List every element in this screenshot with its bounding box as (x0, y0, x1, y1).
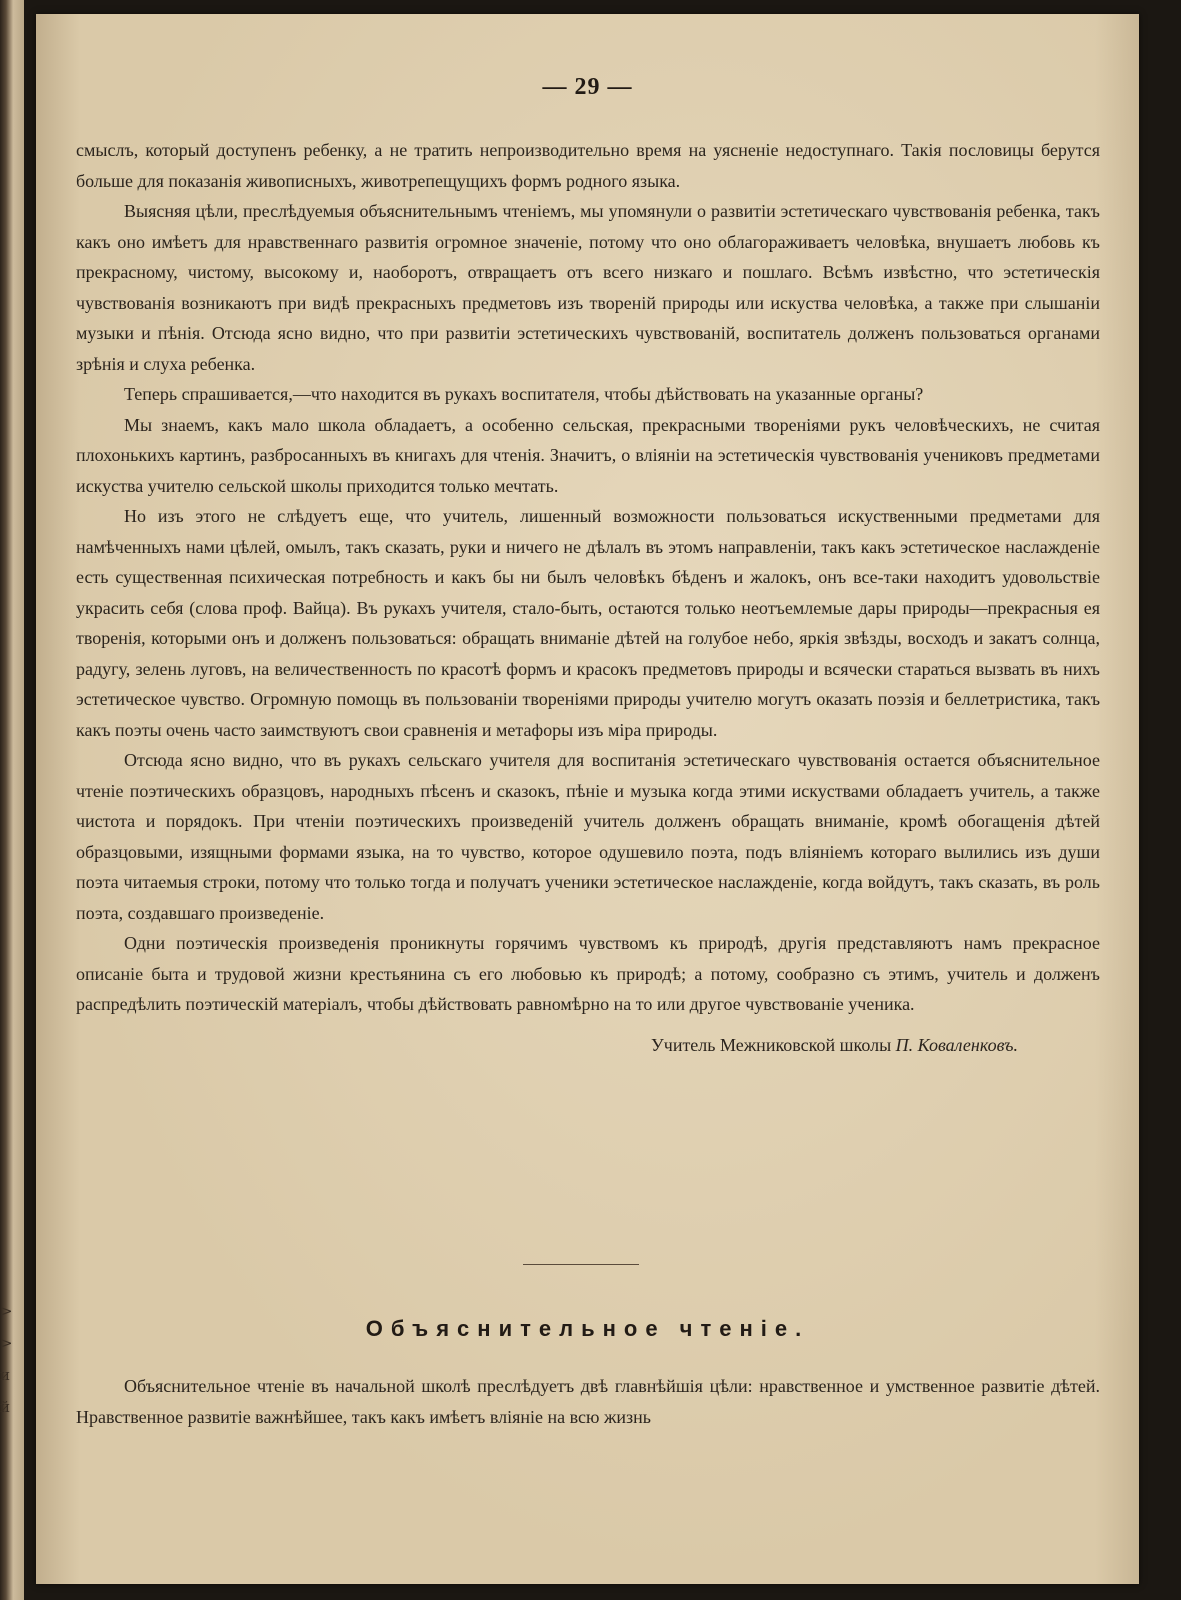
article-body (76, 135, 1100, 1060)
paragraph: смыслъ, который доступенъ ребенку, а не тратить непроизводительно время на уясненіе недоступнаго. Такія пословицы берутся больше для показанія живописныхъ, животрепещущихъ формъ родного языка. (76, 140, 1100, 191)
section-divider (523, 1264, 639, 1265)
adjacent-page-mark: й (0, 1398, 10, 1416)
section-title: Объяснительное чтеніе. (365, 1316, 810, 1341)
signature-name: П. Коваленковъ. (895, 1034, 1018, 1055)
paragraph: Выясняя цѣли, преслѣдуемыя объяснительнымъ чтеніемъ, мы упомянули о развитіи эстетическаго чувствованія ребенка, такъ какъ оно имѣетъ для нравственнаго развитія огромное значеніе, потому что оно облагораживаетъ человѣка, внушаетъ любовь къ прекрасному, чистому, высокому и, наоборотъ, отвращаетъ отъ всего низкаго и пошлаго. Всѣмъ извѣстно, что эстетическія чувствованія возникаютъ при видѣ прекрасныхъ предметовъ изъ твореній природы или искуства человѣка, а также при слышаніи музыки и пѣнія. Отсюда ясно видно, что при развитіи эстетическихъ чувствованій, воспитатель долженъ пользоваться органами зрѣнія и слуха ребенка. (76, 201, 1100, 374)
adjacent-page-mark: > (0, 1334, 13, 1352)
signature-position: Учитель Межниковской школы (651, 1034, 896, 1055)
paragraph: Объяснительное чтеніе въ начальной школѣ преслѣдуетъ двѣ главнѣйшія цѣли: нравственное и умственное развитіе дѣтей. Нравственное развитіе важнѣйшее, такъ какъ имѣетъ вліяніе на всю жизнь (76, 1376, 1100, 1427)
next-article-body (76, 1371, 1100, 1432)
paragraph: Одни поэтическія произведенія проникнуты горячимъ чувствомъ къ природѣ, другія представляютъ намъ прекрасное описаніе быта и трудовой жизни крестьянина съ его любовью къ природѣ; а потому, сообразно съ этимъ, учитель и долженъ распредѣлить поэтическій матеріалъ, чтобы дѣйствовать равномѣрно на то или другое чувствованіе ученика. (76, 933, 1100, 1014)
adjacent-page-mark: и (0, 1366, 10, 1384)
author-signature (76, 1030, 1100, 1061)
paragraph: Мы знаемъ, какъ мало школа обладаетъ, а особенно сельская, прекрасными твореніями рукъ человѣческихъ, не считая плохонькихъ картинъ, разбросанныхъ въ книгахъ для чтенія. Значитъ, о вліяніи на эстетическія чувствованія учениковъ предметами искуства учителю сельской школы приходится только мечтать. (76, 414, 1100, 496)
paragraph: Но изъ этого не слѣдуетъ еще, что учитель, лишенный возможности пользоваться искуственными предметами для намѣченныхъ нами цѣлей, омылъ, такъ сказать, руки и ничего не дѣлалъ въ этомъ направленіи, такъ какъ эстетическое наслажденіе есть существенная психическая потребность и какъ бы ни былъ человѣкъ бѣденъ и жалокъ, онъ все-таки находитъ удовольствіе украсить себя (слова проф. Вайца). Въ рукахъ учителя, стало-быть, остаются только неотъемлемые дары природы—прекрасныя ея творенія, которыми онъ и долженъ пользоваться: обращать вниманіе дѣтей на голубое небо, яркія звѣзды, восходъ и закатъ солнца, радугу, зелень луговъ, на величественность по красотѣ формъ и красокъ предметовъ природы и всячески стараться вызвать въ нихъ эстетическое чувство. Огромную помощь въ пользованіи твореніями природы учителю могутъ оказать поэзія и беллетристика, такъ какъ поэты очень часто заимствуютъ свои сравненія и метафоры изъ міра природы. (76, 506, 1100, 740)
adjacent-page-mark: > (0, 1302, 13, 1320)
adjacent-page-marks (0, 1295, 14, 1423)
paragraph: Теперь спрашивается,—что находится въ рукахъ воспитателя, чтобы дѣйствовать на указанные органы? (124, 384, 924, 404)
document-page (36, 14, 1139, 1584)
paragraph: Отсюда ясно видно, что въ рукахъ сельскаго учителя для воспитанія эстетическаго чувствованія остается объяснительное чтеніе поэтическихъ образцовъ, народныхъ пѣсенъ и сказокъ, пѣніе и музыка когда этими искуствами обладаетъ учитель, а также чистота и порядокъ. При чтеніи поэтическихъ произведеній учитель долженъ обращать вниманіе, кромѣ обогащенія дѣтей образцовыми, изящными формами языка, на то чувство, которое одушевило поэта, подъ вліяніемъ котораго вылились изъ души поэта читаемыя строки, потому что только тогда и получатъ ученики эстетическое наслажденіе, когда войдутъ, такъ сказать, въ роль поэта, создавшаго произведеніе. (76, 750, 1100, 923)
page-number: — 29 — (542, 74, 633, 100)
